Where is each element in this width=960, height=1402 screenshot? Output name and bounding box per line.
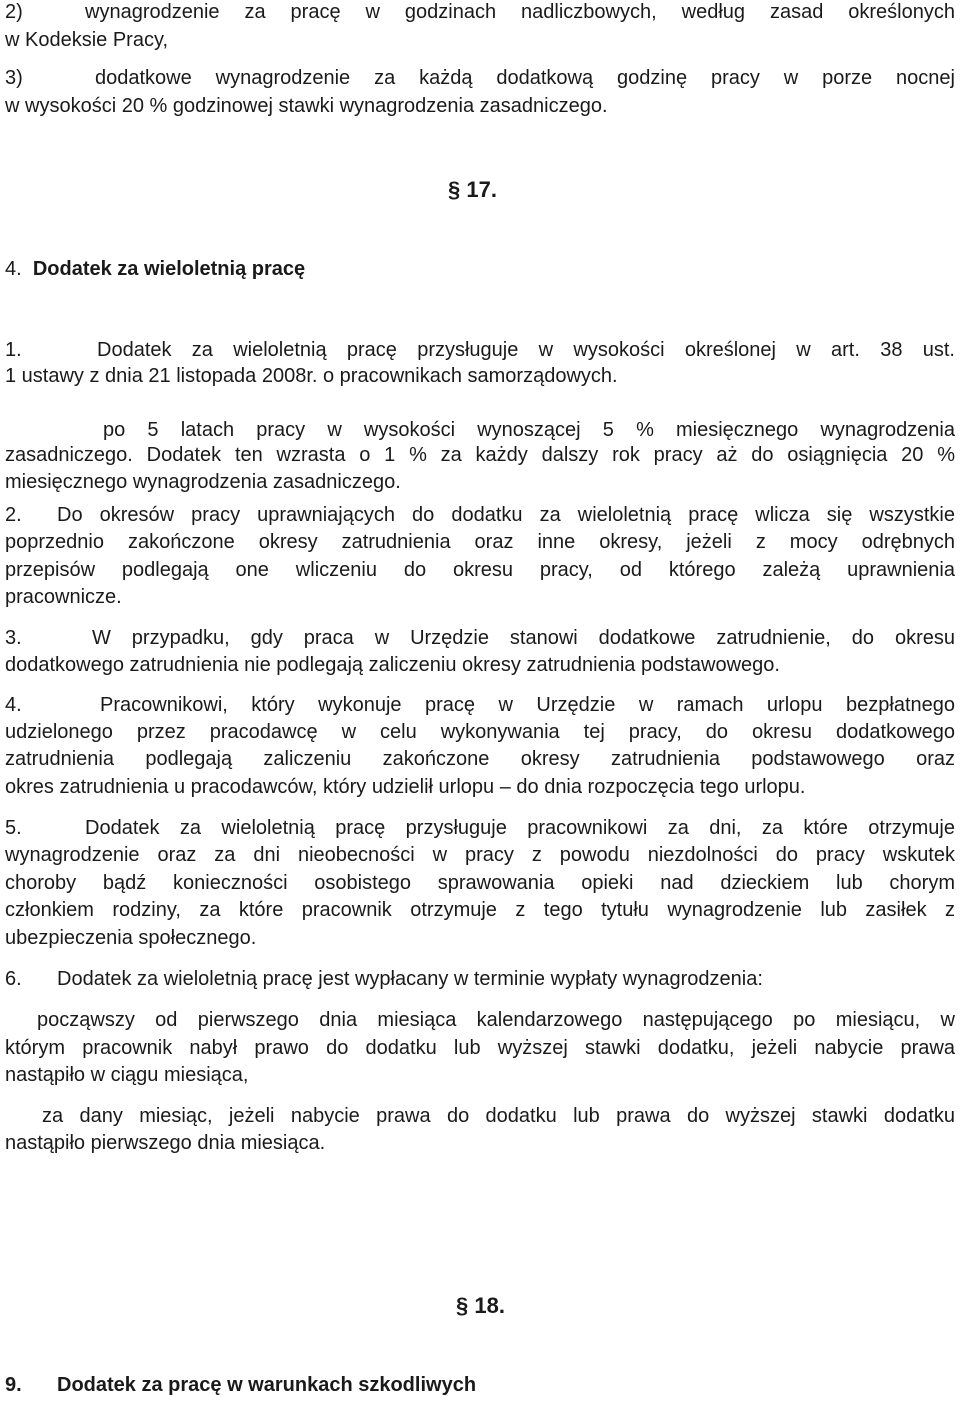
para-1-line-2: 1 ustawy z dnia 21 listopada 2008r. o pracownikach samorządowych. <box>5 365 618 387</box>
heading-4 <box>5 257 305 281</box>
section-heading-18 <box>456 1294 505 1318</box>
para-4-line-3: zatrudnienia podlegają zaliczeniu zakończone okresy zatrudnienia podstawowego oraz <box>5 748 955 770</box>
para-1-text: Dodatek za wieloletnią pracę przysługuje w wysokości określonej w art. 38 ust. <box>97 339 955 361</box>
item-2-line-2: w Kodeksie Pracy, <box>5 29 169 51</box>
item-2-number: 2) <box>5 1 23 23</box>
para-1-number: 1. <box>5 339 22 361</box>
para-4-line-2: udzielonego przez pracodawcę w celu wykonywania tej pracy, do okresu dodatkowego <box>5 721 955 743</box>
item-3-line-1 <box>5 66 955 90</box>
para-6-number: 6. <box>5 968 22 990</box>
para-1-line-1 <box>5 338 955 362</box>
section-heading-17 <box>448 178 497 202</box>
para-6-line-1 <box>5 967 763 991</box>
para-2-line-3: przepisów podlegają one wliczeniu do okresu pracy, od którego zależą uprawnienia <box>5 559 955 581</box>
para-5-text: Dodatek za wieloletnią pracę przysługuje pracownikowi za dni, za które otrzymuje <box>85 817 955 839</box>
para-2-line-1 <box>5 503 955 527</box>
para-2-text: Do okresów pracy uprawniających do dodatku za wieloletnią pracę wlicza się wszystkie <box>57 504 955 526</box>
para-4-line-4: okres zatrudnienia u pracodawców, który udzielił urlopu – do dnia rozpoczęcia tego urlopu. <box>5 776 806 798</box>
para-5-line-4: członkiem rodziny, za które pracownik otrzymuje z tego tytułu wynagrodzenie lub zasiłek z <box>5 899 955 921</box>
para-4-line-1 <box>5 693 955 717</box>
heading-4-number: 4. <box>5 258 22 280</box>
para-5-line-5: ubezpieczenia społecznego. <box>5 927 257 949</box>
heading-4-title: Dodatek za wieloletnią pracę <box>32 258 306 280</box>
para-5-number: 5. <box>5 817 22 839</box>
para-6b-line-1: za dany miesiąc, jeżeli nabycie prawa do dodatku lub prawa do wyższej stawki dodatku <box>42 1105 955 1127</box>
para-3-line-2: dodatkowego zatrudnienia nie podlegają zaliczeniu okresy zatrudnienia podstawowego. <box>5 654 780 676</box>
item-3-text: dodatkowe wynagrodzenie za każdą dodatkową godzinę pracy w porze nocnej <box>95 67 955 89</box>
para-5-line-1 <box>5 816 955 840</box>
para-3-text: W przypadku, gdy praca w Urzędzie stanowi dodatkowe zatrudnienie, do okresu <box>92 627 955 649</box>
para-2-line-4: pracownicze. <box>5 586 122 608</box>
item-3-line-2: w wysokości 20 % godzinowej stawki wynagrodzenia zasadniczego. <box>5 95 608 117</box>
heading-9-title: Dodatek za pracę w warunkach szkodliwych <box>57 1374 477 1396</box>
item-2-line-1 <box>5 0 955 24</box>
para-3-line-1 <box>5 626 955 650</box>
para-4-text: Pracownikowi, który wykonuje pracę w Urzędzie w ramach urlopu bezpłatnego <box>100 694 955 716</box>
para-6a-line-3: nastąpiło w ciągu miesiąca, <box>5 1064 249 1086</box>
section-number: 18. <box>474 1293 505 1318</box>
para-1b-line-3: miesięcznego wynagrodzenia zasadniczego. <box>5 471 401 493</box>
para-1b-line-2: zasadniczego. Dodatek ten wzrasta o 1 % za każdy dalszy rok pracy aż do osiągnięcia 20 % <box>5 444 955 466</box>
section-sign: § <box>448 177 461 202</box>
para-5-line-3: choroby bądź konieczności osobistego sprawowania opieki nad dzieckiem lub chorym <box>5 872 955 894</box>
para-6a-line-2: którym pracownik nabył prawo do dodatku lub wyższej stawki dodatku, jeżeli nabycie prawa <box>5 1037 955 1059</box>
para-1b-line-1: po 5 latach pracy w wysokości wynoszącej 5 % miesięcznego wynagrodzenia <box>103 419 955 441</box>
para-2-line-2: poprzednio zakończone okresy zatrudnienia oraz inne okresy, jeżeli z mocy odrębnych <box>5 531 955 553</box>
heading-9 <box>5 1373 476 1397</box>
para-2-number: 2. <box>5 504 22 526</box>
item-3-number: 3) <box>5 67 23 89</box>
para-5-line-2: wynagrodzenie oraz za dni nieobecności w pracy z powodu niezdolności do pracy wskutek <box>5 844 955 866</box>
item-2-text: wynagrodzenie za pracę w godzinach nadliczbowych, według zasad określonych <box>85 1 955 23</box>
para-6b-line-2: nastąpiło pierwszego dnia miesiąca. <box>5 1132 326 1154</box>
section-sign: § <box>456 1293 469 1318</box>
para-3-number: 3. <box>5 627 22 649</box>
para-6-text: Dodatek za wieloletnią pracę jest wypłacany w terminie wypłaty wynagrodzenia: <box>57 968 763 990</box>
section-number: 17. <box>466 177 497 202</box>
para-4-number: 4. <box>5 694 22 716</box>
heading-9-number: 9. <box>5 1374 22 1396</box>
para-6a-line-1: począwszy od pierwszego dnia miesiąca kalendarzowego następującego po miesiącu, w <box>37 1009 955 1031</box>
